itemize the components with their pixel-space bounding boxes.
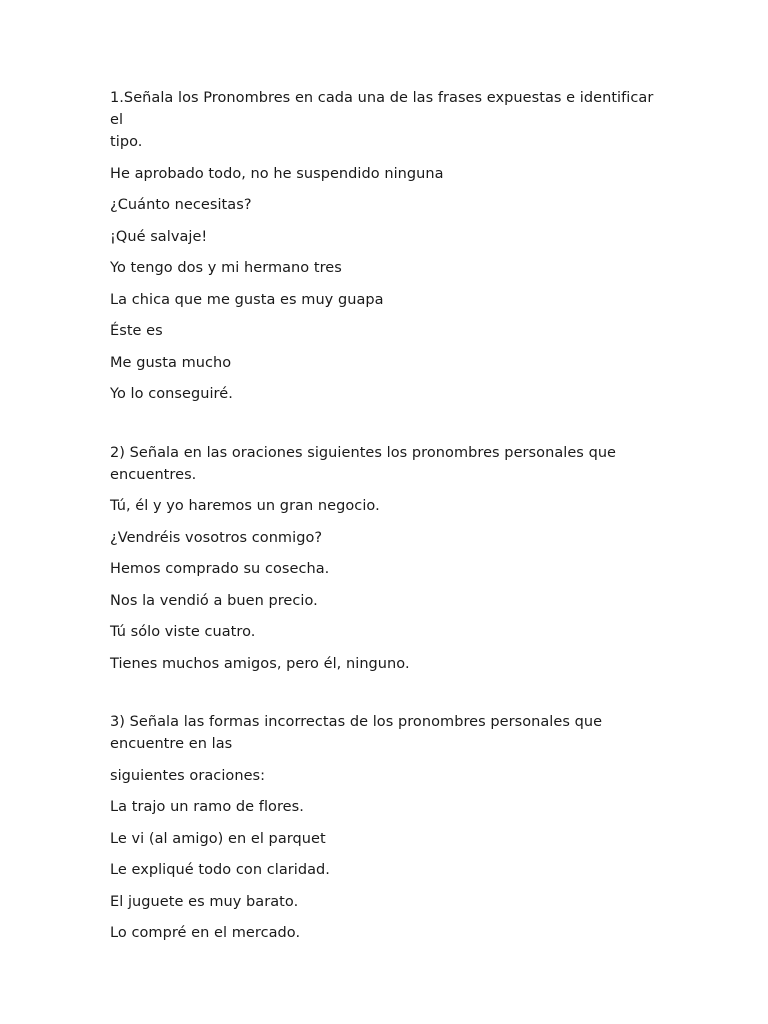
section-3-heading [110,711,670,755]
exercise-sentence: Le expliqué todo con claridad. [110,862,330,878]
section-2 [110,442,670,675]
exercise-sentence: Yo lo conseguiré. [110,386,233,402]
section-3 [110,711,670,944]
heading-line: 2) Señala en las oraciones siguientes los pronombres personales que [110,444,617,461]
exercise-sentence: Lo compré en el mercado. [110,925,301,941]
section-1-heading [110,87,670,153]
exercise-sentence: Éste es [110,323,163,339]
exercise-sentence: ¡Qué salvaje! [110,228,208,245]
exercise-sentence: siguientes oraciones: [110,767,266,784]
document-page [110,87,670,954]
exercise-sentence: Nos la vendió a buen precio. [110,592,318,609]
section-1 [110,87,670,405]
exercise-sentence: Tú sólo viste cuatro. [110,624,256,640]
exercise-sentence: La chica que me gusta es muy guapa [110,291,384,308]
section-spacer [110,415,670,442]
exercise-sentence: He aprobado todo, no he suspendido ninguna [110,165,444,182]
exercise-sentence: La trajo un ramo de flores. [110,799,304,815]
section-2-heading [110,442,670,486]
exercise-sentence: El juguete es muy barato. [110,893,299,910]
heading-line: encuentres. [110,466,197,483]
exercise-sentence: Hemos comprado su cosecha. [110,561,330,577]
exercise-sentence: Me gusta mucho [110,354,232,371]
exercise-sentence: ¿Cuánto necesitas? [110,197,252,213]
section-spacer [110,684,670,711]
heading-line: 1.Señala los Pronombres en cada una de las frases expuestas e identificar el [110,90,654,128]
exercise-sentence: Tienes muchos amigos, pero él, ninguno. [110,655,410,672]
exercise-sentence: Yo tengo dos y mi hermano tres [110,260,342,276]
exercise-sentence: Tú, él y yo haremos un gran negocio. [110,498,380,514]
exercise-sentence: ¿Vendréis vosotros conmigo? [110,529,323,546]
exercise-sentence: Le vi (al amigo) en el parquet [110,830,326,847]
heading-line: encuentre en las [110,736,233,752]
heading-line: tipo. [110,134,143,150]
heading-line: 3) Señala las formas incorrectas de los pronombres personales que [110,714,603,730]
